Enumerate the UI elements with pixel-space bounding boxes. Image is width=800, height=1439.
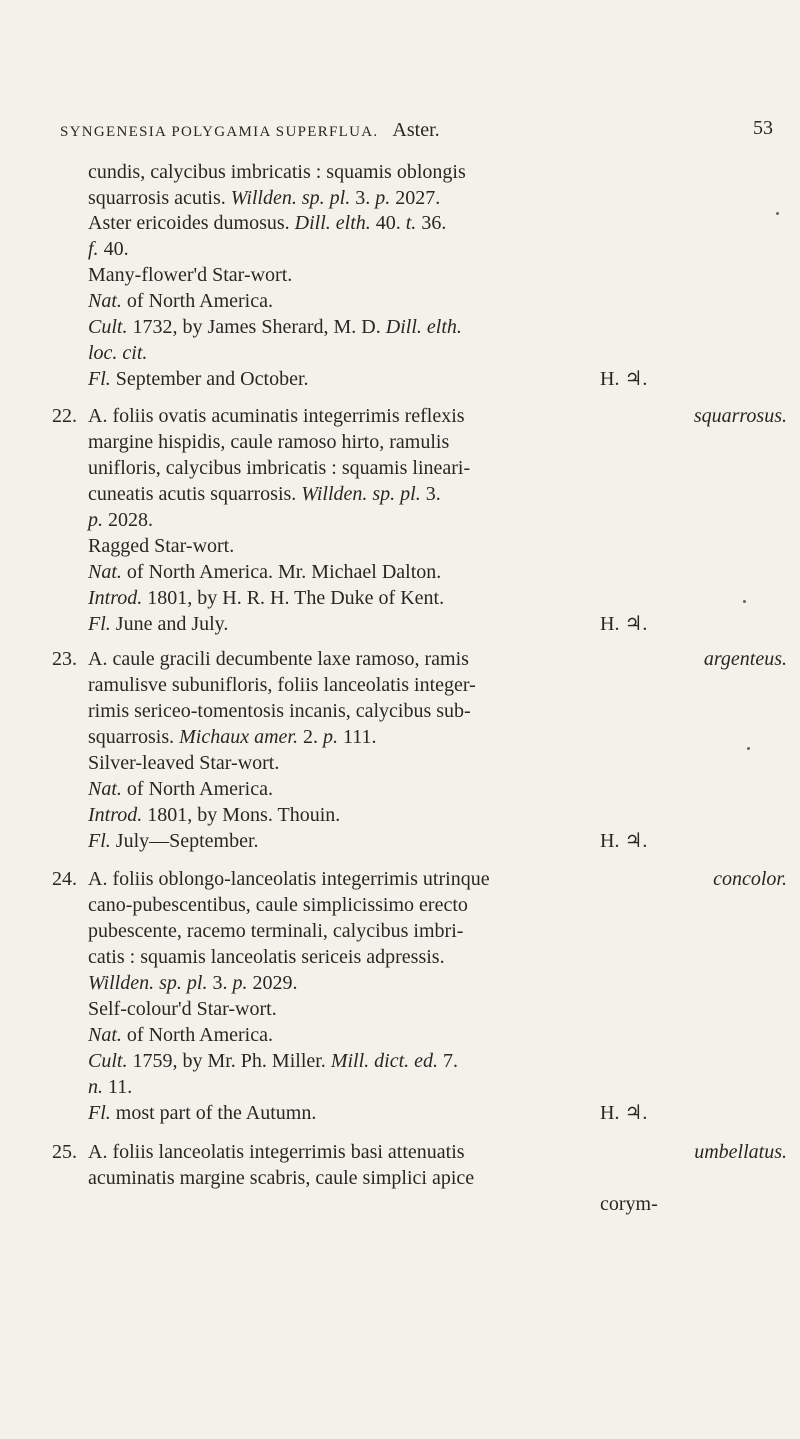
english-name: Ragged Star-wort. xyxy=(88,535,235,557)
english-name: Many-flower'd Star-wort. xyxy=(88,264,293,286)
english-name: Silver-leaved Star-wort. xyxy=(88,752,280,774)
text-line: loc. cit. xyxy=(88,342,148,364)
hardiness-mark: H. ♃. xyxy=(600,830,648,852)
text-line: cundis, calycibus imbricatis : squamis oblongis xyxy=(88,161,466,183)
entry-number: 24. xyxy=(52,868,77,890)
text-line: p. 2028. xyxy=(88,509,153,531)
introduction-line: Introd. 1801, by Mons. Thouin. xyxy=(88,804,341,826)
native-line: Nat. of North America. Mr. Michael Dalton. xyxy=(88,561,442,583)
species-name: squarrosus. xyxy=(693,405,787,427)
text-line: A. foliis ovatis acuminatis integerrimis reflexis xyxy=(88,405,465,427)
text-line: margine hispidis, caule ramoso hirto, ramulis xyxy=(88,431,450,453)
flowering-line: Fl. September and October. xyxy=(88,368,309,390)
native-line: Nat. of North America. xyxy=(88,1024,273,1046)
text-line: cano-pubescentibus, caule simplicissimo erecto xyxy=(88,894,468,916)
page-number: 53 xyxy=(753,117,773,139)
introduction-line: Introd. 1801, by H. R. H. The Duke of Kent. xyxy=(88,587,445,609)
text-line: cuneatis acutis squarrosis. Willden. sp. pl. 3. xyxy=(88,483,441,505)
cultivation-line: Cult. 1732, by James Sherard, M. D. Dill. elth. xyxy=(88,316,462,338)
paper-speck xyxy=(743,600,746,603)
cultivation-line: Cult. 1759, by Mr. Ph. Miller. Mill. dict. ed. 7. xyxy=(88,1050,459,1072)
text-line: catis : squamis lanceolatis sericeis adpressis. xyxy=(88,946,445,968)
text-line: ramulisve subunifloris, foliis lanceolatis integer- xyxy=(88,674,476,696)
paper-speck xyxy=(776,212,779,215)
text-line: unifloris, calycibus imbricatis : squamis lineari- xyxy=(88,457,471,479)
species-name: umbellatus. xyxy=(694,1141,787,1163)
text-line: acuminatis margine scabris, caule simplici apice xyxy=(88,1167,475,1189)
text-line: A. foliis oblongo-lanceolatis integerrimis utrinque xyxy=(88,868,490,890)
text-line: rimis sericeo-tomentosis incanis, calycibus sub- xyxy=(88,700,471,722)
text-line: A. foliis lanceolatis integerrimis basi attenuatis xyxy=(88,1141,465,1163)
english-name: Self-colour'd Star-wort. xyxy=(88,998,277,1020)
paper-speck xyxy=(747,747,750,750)
hardiness-mark: H. ♃. xyxy=(600,1102,648,1124)
entry-number: 25. xyxy=(52,1141,77,1163)
species-name: concolor. xyxy=(713,868,787,890)
flowering-line: Fl. June and July. xyxy=(88,613,229,635)
entry-number: 22. xyxy=(52,405,77,427)
text-line: A. caule gracili decumbente laxe ramoso, ramis xyxy=(88,648,469,670)
text-line: squarrosis acutis. Willden. sp. pl. 3. p. 2027. xyxy=(88,187,441,209)
genus-title: Aster. xyxy=(392,119,440,141)
native-line: Nat. of North America. xyxy=(88,778,273,800)
flowering-line: Fl. July—September. xyxy=(88,830,259,852)
hardiness-mark: H. ♃. xyxy=(600,613,648,635)
hardiness-mark: H. ♃. xyxy=(600,368,648,390)
text-line: squarrosis. Michaux amer. 2. p. 111. xyxy=(88,726,377,748)
flowering-line: Fl. most part of the Autumn. xyxy=(88,1102,317,1124)
entry-number: 23. xyxy=(52,648,77,670)
text-line: Willden. sp. pl. 3. p. 2029. xyxy=(88,972,298,994)
species-name: argenteus. xyxy=(703,648,787,670)
running-header xyxy=(0,115,800,145)
text-line: f. 40. xyxy=(88,238,129,260)
native-line: Nat. of North America. xyxy=(88,290,273,312)
catchword: corym- xyxy=(600,1193,658,1215)
text-line: pubescente, racemo terminali, calycibus imbri- xyxy=(88,920,464,942)
text-line: Aster ericoides dumosus. Dill. elth. 40. t. 36. xyxy=(88,212,447,234)
text-line: n. 11. xyxy=(88,1076,133,1098)
running-title: SYNGENESIA POLYGAMIA SUPERFLUA. Aster. xyxy=(60,119,440,141)
